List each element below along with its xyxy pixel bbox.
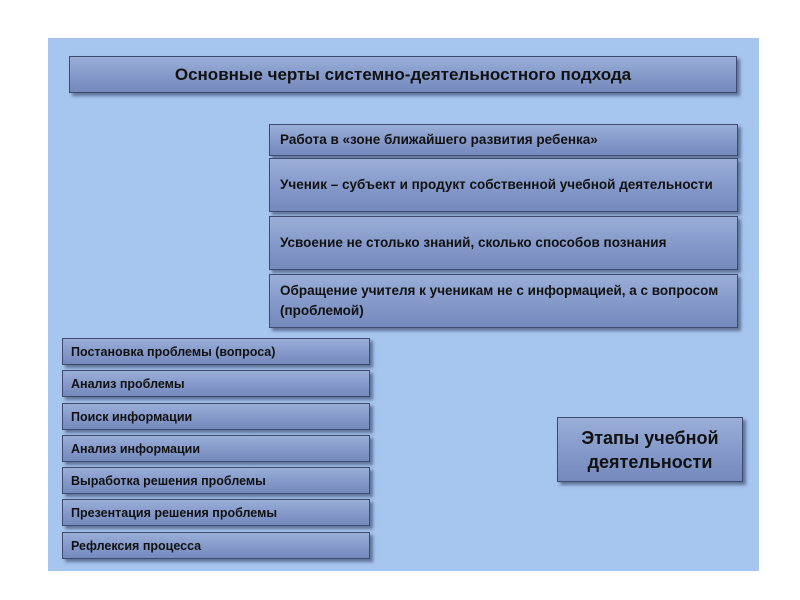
stage-info-analysis: Анализ информации — [62, 435, 370, 462]
feature-box-cognition: Усвоение не столько знаний, сколько способов познания — [269, 216, 738, 270]
feature-box-subject: Ученик – субъект и продукт собственной учебной деятельности — [269, 158, 738, 212]
slide-title: Основные черты системно-деятельностного подхода — [69, 56, 737, 93]
stage-info-search: Поиск информации — [62, 403, 370, 430]
feature-box-zone: Работа в «зоне ближайшего развития ребенка» — [269, 124, 738, 156]
feature-box-question: Обращение учителя к ученикам не с информацией, а с вопросом (проблемой) — [269, 274, 738, 328]
stage-problem-setting: Постановка проблемы (вопроса) — [62, 338, 370, 365]
stage-reflection: Рефлексия процесса — [62, 532, 370, 559]
stage-solution-development: Выработка решения проблемы — [62, 467, 370, 494]
stages-title: Этапы учебной деятельности — [557, 417, 743, 482]
stage-problem-analysis: Анализ проблемы — [62, 370, 370, 397]
stage-solution-presentation: Презентация решения проблемы — [62, 499, 370, 526]
